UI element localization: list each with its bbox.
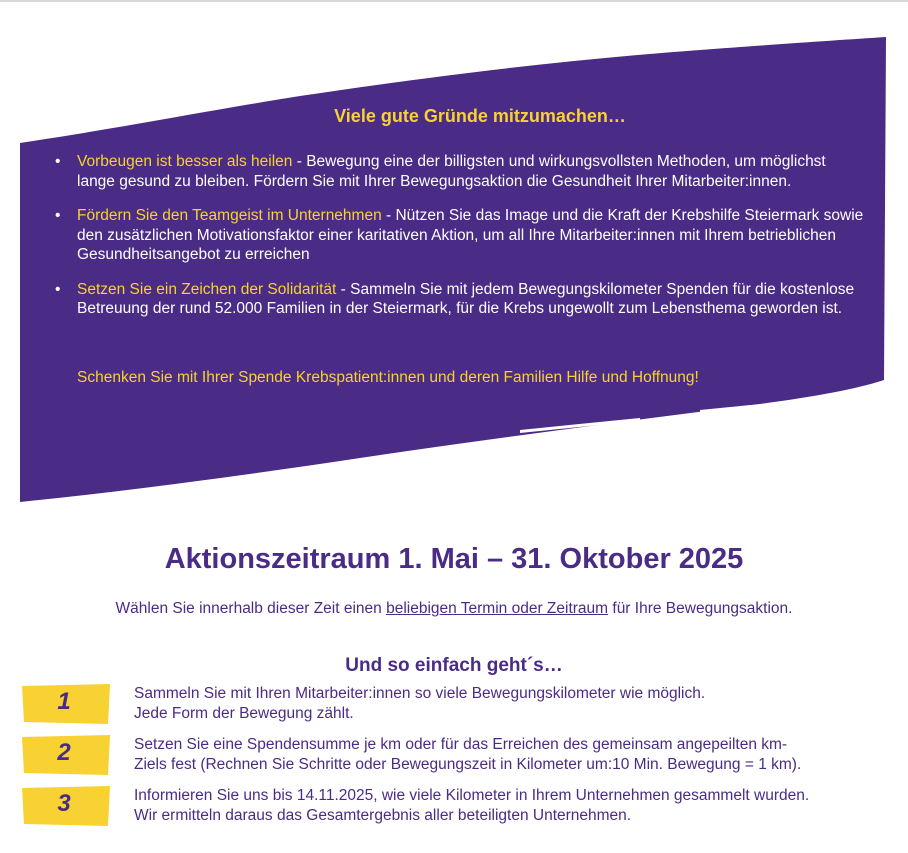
period-text-after: für Ihre Bewegungsaktion. [608,600,793,617]
list-item [50,280,866,319]
list-item [50,152,866,191]
reason-highlight: Setzen Sie ein Zeichen der Solidarität [77,280,337,298]
period-title: Aktionszeitraum 1. Mai – 31. Oktober 2025 [164,543,744,575]
reason-text: - Bewegung eine der billigsten und wirkungsvollsten Methoden, um möglichst lange gesund zu bleiben. Fördern Sie mit Ihrer Bewegungsaktion die Gesundheit Ihrer Mitarbeiter:innen. [77,153,826,190]
reason-text: - Nützen Sie das Image und die Kraft der Krebshilfe Steiermark sowie den zusätzlichen Motivationsfaktor einer karitativen Aktion, um all Ihre Mitarbeiter:innen mit Ihrem betrieblichen Gesundheitsangebot zu erreichen [77,207,864,263]
bullet-icon: • [55,153,61,170]
period-text-before: Wählen Sie innerhalb dieser Zeit einen [115,600,387,617]
closing-statement: Schenken Sie mit Ihrer Spende Krebspatient:innen und deren Familien Hilfe und Hoffnung! [77,369,699,386]
step-text [134,786,884,825]
step-text [134,684,884,723]
step-number: 3 [57,790,71,817]
bullet-icon: • [55,207,61,224]
step-text [134,735,884,774]
reason-text: - Sammeln Sie mit jedem Bewegungskilometer Spenden für die kostenlose Betreuung der rund 52.000 Familien in der Steiermark, für die Krebs ungewollt zum Lebensthema geworden ist. [77,280,855,317]
step-2 [0,735,908,779]
list-item [50,206,866,265]
step-line-2: Jede Form der Bewegung zählt. [134,704,354,722]
period-text [0,600,908,618]
steps-title: Und so einfach geht´s… [345,655,563,676]
reasons-list [50,152,866,334]
banner-title: Viele gute Gründe mitzumachen… [334,106,626,126]
period-link[interactable]: beliebigen Termin oder Zeitraum [386,600,609,617]
step-line-1: Informieren Sie uns bis 14.11.2025, wie viele Kilometer in Ihrem Unternehmen gesammelt wurden. [134,787,810,804]
reason-highlight: Vorbeugen ist besser als heilen [77,153,293,170]
step-line-2: Wir ermitteln daraus das Gesamtergebnis aller beteiligten Unternehmen. [134,806,632,824]
step-line-1: Sammeln Sie mit Ihren Mitarbeiter:innen so viele Bewegungskilometer wie möglich. [134,685,706,702]
step-1 [0,684,908,728]
step-number: 1 [57,688,71,715]
bullet-icon: • [55,280,61,298]
step-3 [0,786,908,830]
step-number: 2 [57,739,71,766]
step-line-2: Ziels fest (Rechnen Sie Schritte oder Bewegungszeit in Kilometer um:10 Min. Bewegung = 1 km). [134,755,802,773]
reason-highlight: Fördern Sie den Teamgeist im Unternehmen [77,207,382,224]
step-line-1: Setzen Sie eine Spendensumme je km oder für das Erreichen des gemeinsam angepeilten km- [134,736,788,753]
